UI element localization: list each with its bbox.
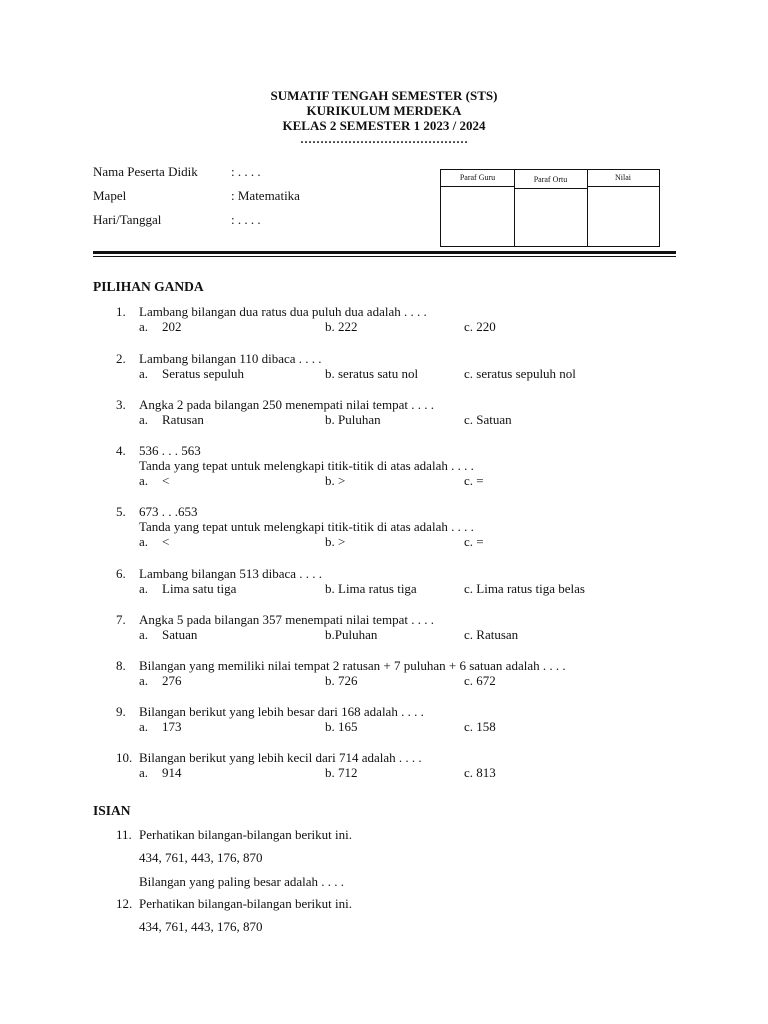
document-header <box>0 88 768 146</box>
question-7 <box>116 612 716 642</box>
option-a: a. 202 <box>139 319 182 334</box>
question-text: 673 . . .653 <box>139 504 198 519</box>
class-semester-title: KELAS 2 SEMESTER 1 2023 / 2024 <box>282 118 486 133</box>
question-number: 9. <box>116 704 126 719</box>
nilai-header: Nilai <box>587 170 659 187</box>
question-4 <box>116 443 716 488</box>
header-divider-thin <box>93 256 676 257</box>
option-b: b. 712 <box>325 765 358 780</box>
option-c: c. 672 <box>464 673 496 688</box>
question-text: Lambang bilangan 513 dibaca . . . . <box>139 566 323 581</box>
question-prompt: Bilangan yang paling besar adalah . . . . <box>139 874 345 889</box>
option-a: a. Satuan <box>139 627 198 642</box>
option-c: c. Satuan <box>464 412 512 427</box>
nilai-cell <box>587 170 659 246</box>
question-number: 5. <box>116 504 126 519</box>
question-5 <box>116 504 716 549</box>
number-list: 434, 761, 443, 176, 870 <box>139 919 263 934</box>
question-number: 1. <box>116 304 126 319</box>
info-value: : . . . . <box>231 212 261 227</box>
question-text: Perhatikan bilangan-bilangan berikut ini. <box>139 827 352 842</box>
question-text: Tanda yang tepat untuk melengkapi titik-titik di atas adalah . . . . <box>139 519 474 534</box>
info-label: Hari/Tanggal <box>93 212 162 227</box>
option-c: c. Lima ratus tiga belas <box>464 581 585 596</box>
option-a: a. Seratus sepuluh <box>139 366 244 381</box>
question-text: Bilangan berikut yang lebih kecil dari 714 adalah . . . . <box>139 750 422 765</box>
option-b: b. 726 <box>325 673 358 688</box>
header-divider-thick <box>93 251 676 254</box>
option-a: a. < <box>139 473 170 488</box>
option-b: b. Lima ratus tiga <box>325 581 417 596</box>
option-c: c. Ratusan <box>464 627 519 642</box>
question-text: Bilangan yang memiliki nilai tempat 2 ratusan + 7 puluhan + 6 satuan adalah . . . . <box>139 658 566 673</box>
question-6 <box>116 566 716 596</box>
option-a: a. Lima satu tiga <box>139 581 237 596</box>
question-1 <box>116 304 716 334</box>
section-title-pilihan-ganda: PILIHAN GANDA <box>93 279 204 294</box>
option-c: c. = <box>464 473 484 488</box>
paraf-guru-cell <box>441 170 515 246</box>
question-text: Perhatikan bilangan-bilangan berikut ini. <box>139 896 352 911</box>
question-number: 10. <box>116 750 133 765</box>
question-text: Bilangan berikut yang lebih besar dari 168 adalah . . . . <box>139 704 424 719</box>
question-number: 6. <box>116 566 126 581</box>
option-a: a. Ratusan <box>139 412 204 427</box>
question-text: 536 . . . 563 <box>139 443 201 458</box>
option-a: a. 276 <box>139 673 182 688</box>
question-10 <box>116 750 716 780</box>
option-a: a. 173 <box>139 719 182 734</box>
paraf-ortu-header: Paraf Ortu <box>514 172 587 189</box>
question-number: 8. <box>116 658 126 673</box>
option-b: b. 165 <box>325 719 358 734</box>
info-row-subject <box>93 187 413 211</box>
option-c: c. 813 <box>464 765 496 780</box>
option-c: c. 158 <box>464 719 496 734</box>
paraf-guru-header: Paraf Guru <box>441 170 514 187</box>
question-number: 3. <box>116 397 126 412</box>
question-number: 2. <box>116 351 126 366</box>
curriculum-title: KURIKULUM MERDEKA <box>306 103 462 118</box>
question-text: Lambang bilangan dua ratus dua puluh dua adalah . . . . <box>139 304 427 319</box>
info-row-date <box>93 211 413 235</box>
exam-title: SUMATIF TENGAH SEMESTER (STS) <box>270 88 498 103</box>
section-title-isian: ISIAN <box>93 803 131 818</box>
question-text: Angka 5 pada bilangan 357 menempati nilai tempat . . . . <box>139 612 434 627</box>
option-a: a. 914 <box>139 765 182 780</box>
question-8 <box>116 658 716 688</box>
question-3 <box>116 397 716 427</box>
question-text: Lambang bilangan 110 dibaca . . . . <box>139 351 322 366</box>
header-dotted-line: …………………………………… <box>300 132 468 146</box>
info-value: : . . . . <box>231 164 261 179</box>
student-info <box>93 163 413 235</box>
question-number: 11. <box>116 827 132 842</box>
question-text: Tanda yang tepat untuk melengkapi titik-titik di atas adalah . . . . <box>139 458 474 473</box>
option-a: a. < <box>139 534 170 549</box>
info-label: Mapel <box>93 188 127 203</box>
option-b: b. > <box>325 534 346 549</box>
question-2 <box>116 351 716 381</box>
number-list: 434, 761, 443, 176, 870 <box>139 850 263 865</box>
info-label: Nama Peserta Didik <box>93 164 198 179</box>
question-number: 7. <box>116 612 126 627</box>
info-row-name <box>93 163 413 187</box>
option-b: b. seratus satu nol <box>325 366 419 381</box>
option-b: b. > <box>325 473 346 488</box>
signature-score-table <box>440 169 660 247</box>
question-number: 4. <box>116 443 126 458</box>
option-c: c. 220 <box>464 319 496 334</box>
option-b: b. Puluhan <box>325 412 381 427</box>
option-c: c. = <box>464 534 484 549</box>
question-9 <box>116 704 716 734</box>
paraf-ortu-cell <box>514 170 588 246</box>
question-number: 12. <box>116 896 133 911</box>
option-c: c. seratus sepuluh nol <box>464 366 576 381</box>
info-value: : Matematika <box>231 188 300 203</box>
option-b: b.Puluhan <box>325 627 378 642</box>
option-b: b. 222 <box>325 319 358 334</box>
question-text: Angka 2 pada bilangan 250 menempati nilai tempat . . . . <box>139 397 434 412</box>
